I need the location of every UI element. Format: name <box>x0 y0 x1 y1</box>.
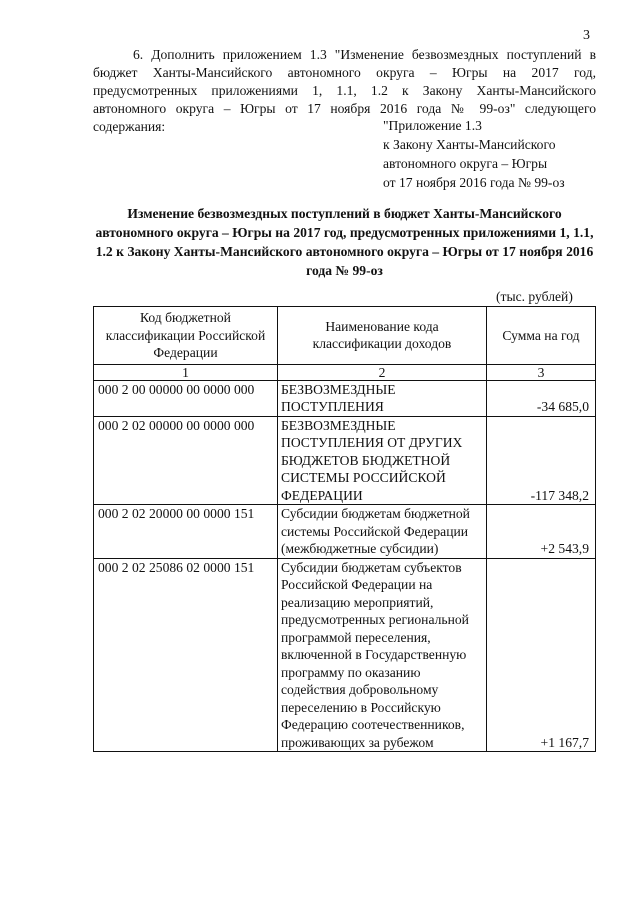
row-code: 000 2 00 00000 00 0000 000 <box>94 380 278 416</box>
column-number: 2 <box>278 364 487 380</box>
document-title: Изменение безвозмездных поступлений в бюджет Ханты-Мансийского автономного округа – Югры на 2017 год, предусмотренных приложениями 1, 1.1, 1.2 к Закону Ханты-Мансийского автономного округа – Югры от 17 ноября 2016 года № 99-оз <box>95 206 594 278</box>
row-amount: +2 543,9 <box>487 505 596 559</box>
appendix-line: автономного округа – Югры <box>383 156 548 171</box>
row-amount: -117 348,2 <box>487 416 596 505</box>
intro-paragraph: 6. Дополнить приложением 1.3 "Изменение безвозмездных поступлений в бюджет Ханты-Мансийского автономного округа – Югры на 2017 год, предусмотренных приложениями 1, 1.1, 1.2 к Закону Ханты-Мансийского автономного округа – Югры от 17 ноября 2016 года № 99-оз" следующего содержания: <box>93 47 596 134</box>
header-amount: Сумма на год <box>487 307 596 365</box>
row-name: БЕЗВОЗМЕЗДНЫЕ ПОСТУПЛЕНИЯ ОТ ДРУГИХ БЮДЖЕТОВ БЮДЖЕТНОЙ СИСТЕМЫ РОССИЙСКОЙ ФЕДЕРАЦИИ <box>278 416 487 505</box>
row-name: Субсидии бюджетам субъектов Российской Федерации на реализацию мероприятий, предусмотренных региональной программой переселения, включенной в Государственную программу по оказанию содействия добровольному переселению в Российскую Федерацию соотечественников, проживающих за рубежом <box>278 558 487 752</box>
budget-table <box>93 306 596 752</box>
table-row <box>94 416 596 505</box>
row-code: 000 2 02 20000 00 0000 151 <box>94 505 278 559</box>
row-code: 000 2 02 25086 02 0000 151 <box>94 558 278 752</box>
header-code: Код бюджетной классификации Российской Федерации <box>94 307 278 365</box>
column-number: 1 <box>94 364 278 380</box>
row-code: 000 2 02 00000 00 0000 000 <box>94 416 278 505</box>
row-amount: +1 167,7 <box>487 558 596 752</box>
column-number: 3 <box>487 364 596 380</box>
column-number-row <box>94 364 596 380</box>
page-number: 3 <box>583 28 590 43</box>
units-label: (тыс. рублей) <box>496 289 573 304</box>
row-name: Субсидии бюджетам бюджетной системы Российской Федерации (межбюджетные субсидии) <box>278 505 487 559</box>
table-row <box>94 380 596 416</box>
table-row <box>94 505 596 559</box>
appendix-reference <box>383 116 593 192</box>
row-amount: -34 685,0 <box>487 380 596 416</box>
appendix-line: от 17 ноября 2016 года № 99-оз <box>383 175 565 190</box>
table-header-row <box>94 307 596 365</box>
table-row <box>94 558 596 752</box>
row-name: БЕЗВОЗМЕЗДНЫЕ ПОСТУПЛЕНИЯ <box>278 380 487 416</box>
appendix-line: к Закону Ханты-Мансийского <box>383 137 556 152</box>
appendix-line: "Приложение 1.3 <box>383 118 482 133</box>
header-name: Наименование кода классификации доходов <box>278 307 487 365</box>
